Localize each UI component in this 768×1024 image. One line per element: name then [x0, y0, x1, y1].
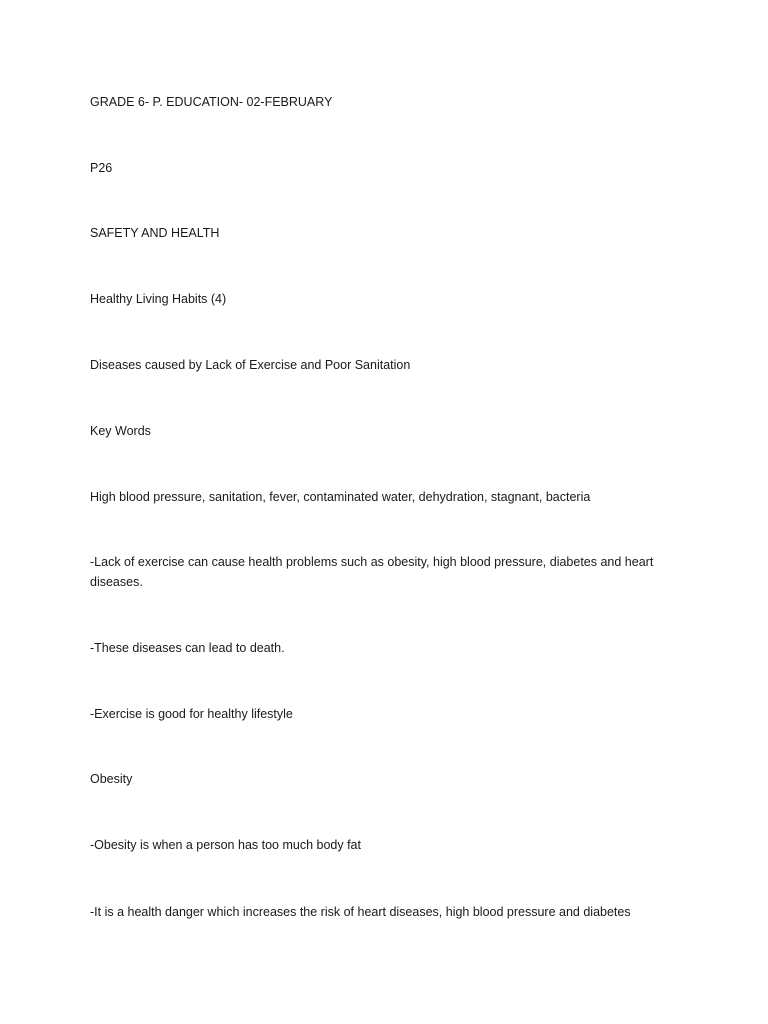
body-paragraph: -Obesity is when a person has too much body fat	[90, 838, 361, 852]
body-paragraph: -Exercise is good for healthy lifestyle	[90, 707, 293, 721]
section-title: SAFETY AND HEALTH	[90, 226, 220, 240]
body-paragraph: -It is a health danger which increases the risk of heart diseases, high blood pressure and diabetes	[90, 905, 631, 919]
body-paragraph: -These diseases can lead to death.	[90, 641, 285, 655]
subsection-title: Healthy Living Habits (4)	[90, 292, 227, 306]
topic-title: Diseases caused by Lack of Exercise and Poor Sanitation	[90, 358, 411, 372]
key-words-list: High blood pressure, sanitation, fever, contaminated water, dehydration, stagnant, bacteria	[90, 490, 591, 504]
obesity-heading: Obesity	[90, 772, 133, 786]
document-heading: GRADE 6- P. EDUCATION- 02-FEBRUARY	[90, 95, 333, 109]
body-paragraph: -Lack of exercise can cause health problems such as obesity, high blood pressure, diabetes and heart diseases.	[90, 555, 654, 589]
page-reference: P26	[90, 161, 113, 175]
key-words-heading: Key Words	[90, 424, 151, 438]
